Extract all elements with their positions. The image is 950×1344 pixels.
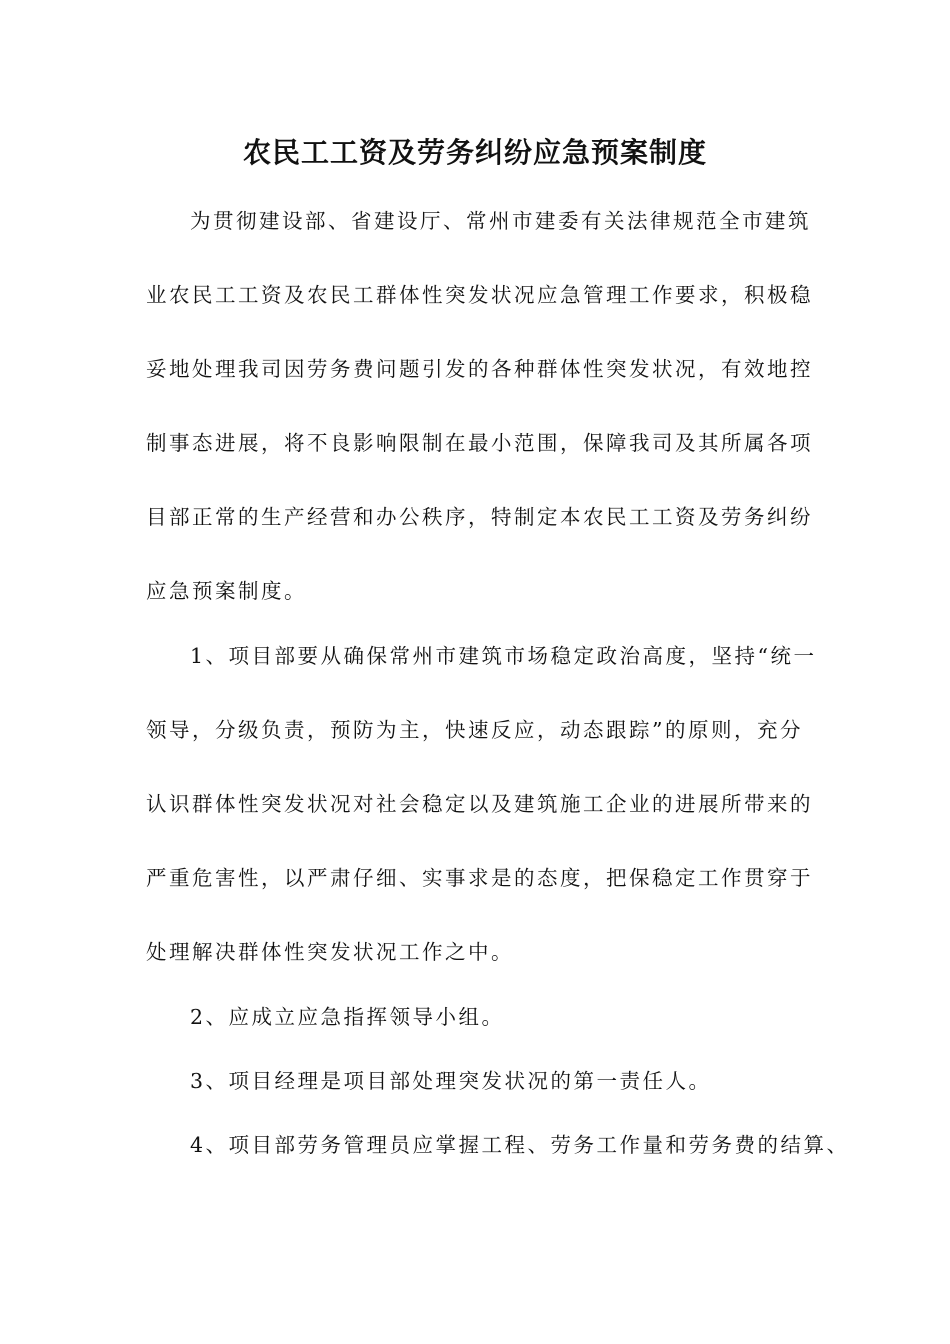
paragraph-line: 业农民工工资及农民工群体性突发状况应急管理工作要求，积极稳 bbox=[146, 283, 813, 307]
paragraph-line: 目部正常的生产经营和办公秩序，特制定本农民工工资及劳务纠纷 bbox=[146, 505, 813, 529]
paragraph-line: 制事态进展，将不良影响限制在最小范围，保障我司及其所属各项 bbox=[146, 431, 813, 455]
paragraph-line: 处理解决群体性突发状况工作之中。 bbox=[146, 940, 514, 964]
paragraph-line: 为贯彻建设部、省建设厅、常州市建委有关法律规范全市建筑 bbox=[190, 209, 811, 233]
paragraph-line: 领导，分级负责，预防为主，快速反应，动态跟踪”的原则，充分 bbox=[146, 718, 803, 742]
paragraph-line: 4、项目部劳务管理员应掌握工程、劳务工作量和劳务费的结算、 bbox=[190, 1133, 850, 1157]
paragraph-line: 3、项目经理是项目部处理突发状况的第一责任人。 bbox=[190, 1069, 712, 1093]
paragraph-line: 认识群体性突发状况对社会稳定以及建筑施工企业的进展所带来的 bbox=[146, 792, 813, 816]
paragraph-line: 2、应成立应急指挥领导小组。 bbox=[190, 1005, 505, 1029]
paragraph-line: 严重危害性，以严肃仔细、实事求是的态度，把保稳定工作贯穿于 bbox=[146, 866, 813, 890]
paragraph-line: 应急预案制度。 bbox=[146, 579, 307, 603]
paragraph-line: 1、项目部要从确保常州市建筑市场稳定政治高度，坚持“统一 bbox=[190, 644, 817, 668]
document-title: 农民工工资及劳务纠纷应急预案制度 bbox=[242, 136, 707, 169]
paragraph-line: 妥地处理我司因劳务费问题引发的各种群体性突发状况，有效地控 bbox=[146, 357, 813, 381]
